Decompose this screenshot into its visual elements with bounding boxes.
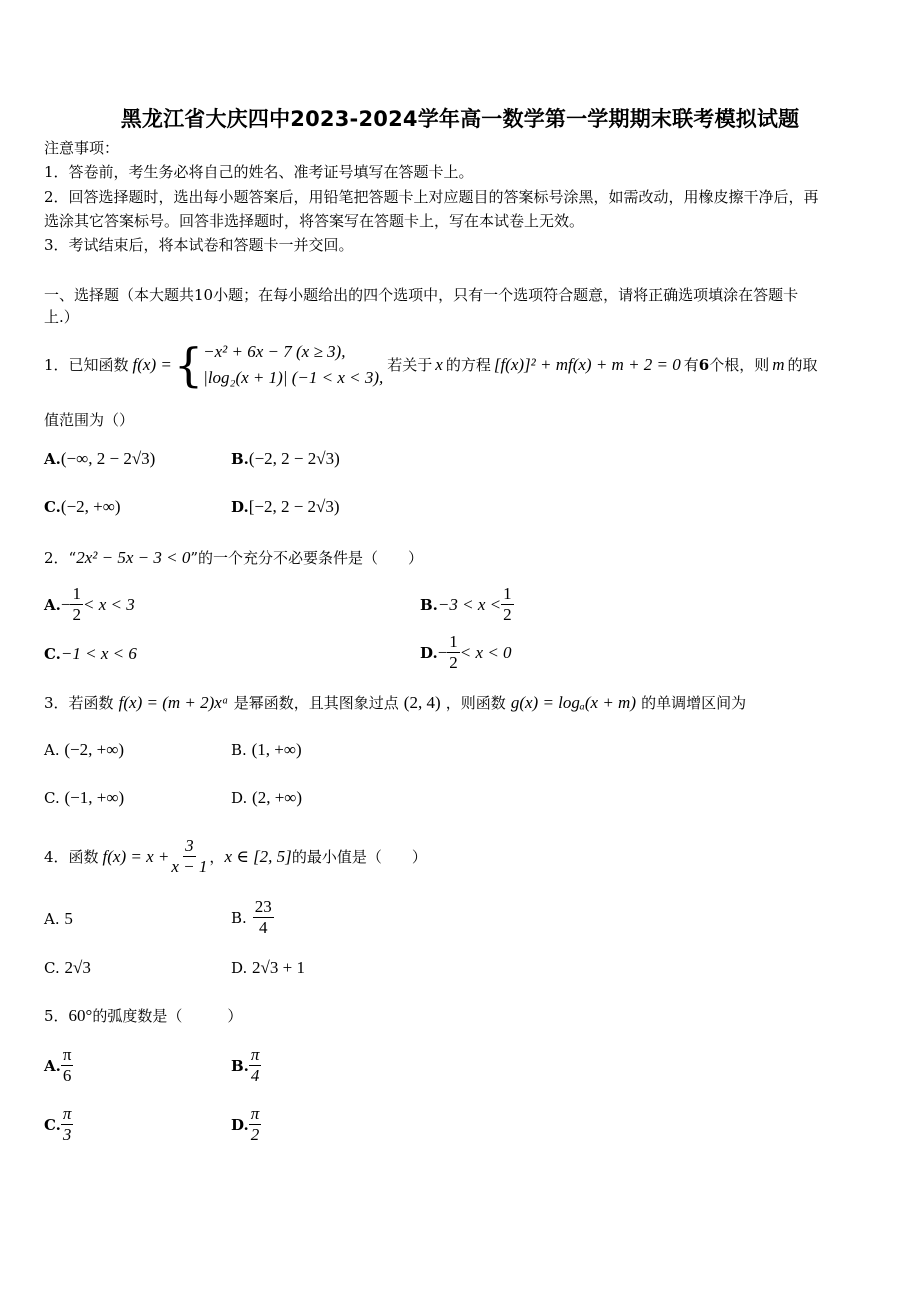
q1-case-2: |log₂(x + 1)| (−1 < x < 3), <box>203 368 384 387</box>
q1-text-2: 的方程 <box>445 356 491 374</box>
option-label: C. <box>44 789 60 807</box>
option-label: B. <box>231 741 247 759</box>
denominator: 2 <box>503 605 512 624</box>
q1-text-1: 若关于 <box>387 356 433 374</box>
q4-suffix: 的最小值是（ ） <box>291 847 427 866</box>
option-value: (−∞, 2 − 2√3) <box>60 449 156 468</box>
q2-suffix: ”的一个充分不必要条件是（ ） <box>190 549 423 567</box>
q4-comma: ， <box>209 847 225 866</box>
section-heading-line1: 一、选择题（本大题共10小题；在每小题给出的四个选项中，只有一个选项符合题意，请将正确选项填涂在答题卡 <box>44 286 799 304</box>
option-value: (2, +∞) <box>252 788 303 807</box>
q3-suffix: 的单调增区间为 <box>641 694 747 712</box>
q2-prefix: 2．“ <box>44 549 77 567</box>
question-5-stem <box>44 1005 242 1027</box>
option-label: D. <box>231 959 248 977</box>
q3-point: (2, 4) <box>403 693 441 712</box>
fraction <box>249 1045 262 1086</box>
q2-option-a <box>44 584 135 625</box>
numerator: π <box>250 1104 260 1123</box>
q3-option-c <box>44 788 124 808</box>
q1-continuation: 值范围为（） <box>44 411 135 429</box>
option-label: D. <box>231 789 248 807</box>
option-label: C. <box>44 645 61 663</box>
denominator: 2 <box>449 653 458 672</box>
fraction <box>169 836 209 877</box>
piecewise-cases <box>203 339 383 391</box>
q1-equation: [f(x)]² + mf(x) + m + 2 = 0 <box>493 355 681 374</box>
notice-item-1: 1．答卷前，考生务必将自己的姓名、准考证号填写在答题卡上。 <box>44 163 474 181</box>
option-value: 2√3 + 1 <box>252 958 305 977</box>
question-2-stem <box>44 547 423 569</box>
option-label: C. <box>44 1115 61 1134</box>
fraction <box>501 584 514 625</box>
denominator: 2 <box>250 1125 260 1144</box>
numerator: 23 <box>254 897 272 916</box>
q2-option-b <box>420 584 514 625</box>
q5-option-d <box>231 1104 261 1145</box>
notice-item-3: 3．考试结束后，将本试卷和答题卡一并交回。 <box>44 236 354 254</box>
numerator: 1 <box>503 584 512 603</box>
q1-text-3: 有 <box>683 356 699 374</box>
numerator: π <box>62 1104 72 1123</box>
denominator: 4 <box>250 1066 260 1085</box>
q1-option-d <box>231 497 340 517</box>
fraction <box>249 1104 262 1145</box>
q2-option-c <box>44 644 137 664</box>
q3-option-b <box>231 740 302 760</box>
q5-prefix: 5． <box>44 1007 69 1025</box>
option-label: B. <box>231 1056 249 1075</box>
option-label: D. <box>231 1115 249 1134</box>
q5-angle: 60° <box>68 1006 93 1025</box>
option-label: A. <box>44 1056 61 1075</box>
numerator: 1 <box>72 584 81 603</box>
q4-domain: x ∈ [2, 5] <box>224 846 292 866</box>
q3-text-1: 是幂函数，且其图象过点 <box>233 694 399 712</box>
q1-prefix: 1．已知函数 <box>44 356 129 374</box>
option-value: [−2, 2 − 2√3) <box>248 497 340 516</box>
q3-g-function: g(x) = logₐ(x + m) <box>510 693 636 712</box>
q4-option-d <box>231 958 305 978</box>
q3-text-2: ，则函数 <box>445 694 506 712</box>
q4-option-b <box>231 897 274 938</box>
option-label: B. <box>420 595 438 614</box>
q5-option-b <box>231 1045 261 1086</box>
denominator: 4 <box>259 918 268 937</box>
option-value: (−2, 2 − 2√3) <box>248 449 340 468</box>
q1-text-5: 的取 <box>787 356 818 374</box>
option-label: D. <box>420 643 438 662</box>
question-1-stem <box>44 336 818 394</box>
denominator: 6 <box>62 1066 72 1085</box>
page-title: 黑龙江省大庆四中2023-2024学年高一数学第一学期期末联考模拟试题 <box>120 107 800 131</box>
q3-option-d <box>231 788 302 808</box>
q2-option-d <box>420 632 512 673</box>
option-sign: − <box>437 642 448 662</box>
option-label: B. <box>231 450 249 468</box>
option-label: D. <box>231 498 249 516</box>
q1-option-a <box>44 449 155 469</box>
q1-case-1: −x² + 6x − 7 (x ≥ 3), <box>203 342 346 361</box>
q1-var-m: m <box>772 355 785 374</box>
notice-item-2b: 选涂其它答案标号。回答非选择题时，将答案写在答题卡上，写在本试卷上无效。 <box>44 212 585 230</box>
option-value: (1, +∞) <box>251 740 302 759</box>
q5-option-c <box>44 1104 73 1145</box>
q4-function: f(x) = x + <box>102 846 170 866</box>
option-label: A. <box>44 450 61 468</box>
q1-var-x: x <box>435 355 443 374</box>
option-value: −1 < x < 6 <box>60 644 137 663</box>
q3-prefix: 3．若函数 <box>44 694 114 712</box>
fraction <box>61 1104 74 1145</box>
option-value: 2√3 <box>64 958 91 977</box>
q4-option-c <box>44 958 91 978</box>
option-sign: − <box>60 594 71 614</box>
q5-suffix: 的弧度数是（ ） <box>92 1007 243 1025</box>
option-value: (−2, +∞) <box>60 497 121 516</box>
q1-option-c <box>44 497 121 517</box>
denominator: 3 <box>62 1125 72 1144</box>
option-value: < x < 0 <box>459 642 512 662</box>
fraction <box>61 1045 74 1086</box>
option-label: A. <box>44 595 61 614</box>
q4-option-a <box>44 909 73 929</box>
notice-item-2a: 2．回答选择题时，选出每小题答案后，用铅笔把答题卡上对应题目的答案标号涂黑，如需改动，用橡皮擦干净后，再 <box>44 188 819 206</box>
option-value: (−1, +∞) <box>64 788 125 807</box>
q3-option-a <box>44 740 124 760</box>
q3-function: f(x) = (m + 2)xᵃ <box>118 693 229 712</box>
numerator: π <box>62 1045 72 1064</box>
option-value: 5 <box>64 909 73 928</box>
q1-root-count: 6 <box>698 356 710 374</box>
option-label: C. <box>44 498 61 516</box>
question-3-stem <box>44 692 746 714</box>
option-label: A. <box>44 910 60 928</box>
option-value: −3 < x < <box>437 594 502 614</box>
q1-option-b <box>231 449 340 469</box>
denominator: x − 1 <box>171 857 208 876</box>
q2-inequality: 2x² − 5x − 3 < 0 <box>76 548 191 567</box>
option-label: B. <box>231 908 247 927</box>
q1-function: f(x) = <box>132 355 172 374</box>
fraction <box>447 632 460 673</box>
option-label: C. <box>44 959 60 977</box>
section-heading-line2: 上.） <box>44 308 79 326</box>
option-label: A. <box>44 741 60 759</box>
fraction <box>253 897 274 938</box>
q4-prefix: 4．函数 <box>44 847 99 866</box>
question-4-stem <box>44 836 427 877</box>
numerator: 3 <box>185 836 194 855</box>
option-value: (−2, +∞) <box>64 740 125 759</box>
q1-text-4: 个根，则 <box>709 356 770 374</box>
numerator: 1 <box>449 632 458 651</box>
fraction <box>70 584 83 625</box>
denominator: 2 <box>72 605 81 624</box>
option-value: < x < 3 <box>82 594 135 614</box>
notice-heading: 注意事项： <box>44 139 120 157</box>
numerator: π <box>250 1045 260 1064</box>
q5-option-a <box>44 1045 73 1086</box>
piecewise-brace: { <box>173 338 204 392</box>
